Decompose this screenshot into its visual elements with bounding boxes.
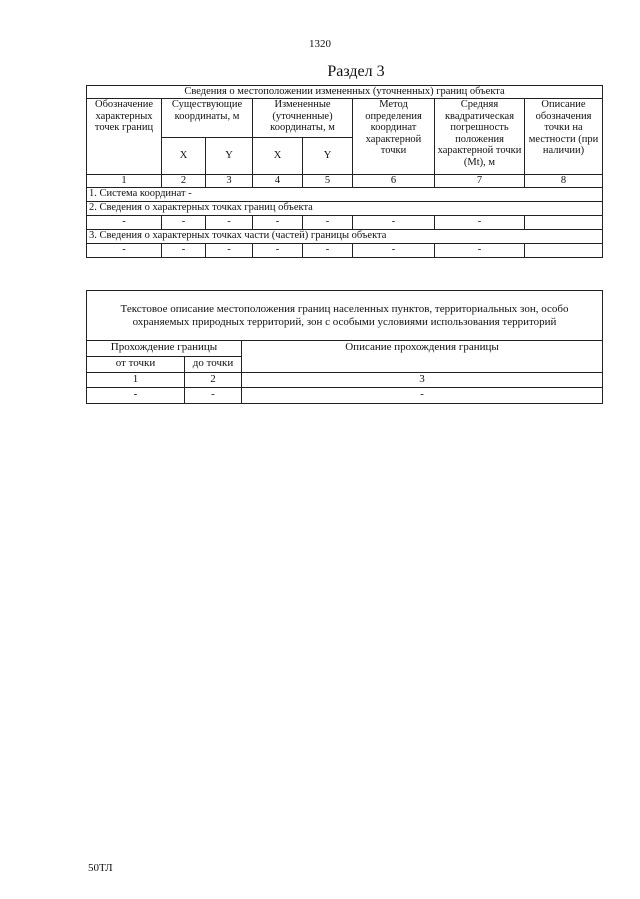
column-number: 1 bbox=[87, 175, 162, 188]
page-number: 1320 bbox=[309, 38, 331, 50]
table2-title: Текстовое описание местоположения границ населенных пунктов, территориальных зон, особо охраняемых природных территорий, зон с особыми условиями использования территорий bbox=[87, 291, 603, 341]
table-cell: - bbox=[242, 388, 603, 404]
column-number: 6 bbox=[353, 175, 435, 188]
header-description: Описание обозначения точки на местности (при наличии) bbox=[525, 99, 603, 175]
header-existing-coords: Существующие координаты, м bbox=[162, 99, 253, 138]
table-cell: - bbox=[435, 216, 525, 230]
column-number: 7 bbox=[435, 175, 525, 188]
header-passage: Прохождение границы bbox=[87, 341, 242, 357]
header-passage-description: Описание прохождения границы bbox=[242, 341, 603, 373]
table-cell: - bbox=[206, 216, 253, 230]
boundary-points-table bbox=[86, 85, 603, 258]
column-number: 8 bbox=[525, 175, 603, 188]
header-point-designation: Обозначение характерных точек границ bbox=[87, 99, 162, 175]
table-cell: - bbox=[87, 244, 162, 258]
column-number: 3 bbox=[206, 175, 253, 188]
column-number: 5 bbox=[303, 175, 353, 188]
section3-heading: 3. Сведения о характерных точках части (частей) границы объекта bbox=[87, 230, 603, 244]
section2-heading: 2. Сведения о характерных точках границ объекта bbox=[87, 202, 603, 216]
header-x-changed: X bbox=[253, 138, 303, 175]
header-error: Средняя квадратическая погрешность положения характерной точки (Mt), м bbox=[435, 99, 525, 175]
table-cell: - bbox=[162, 244, 206, 258]
column-number: 1 bbox=[87, 373, 185, 388]
column-number: 2 bbox=[185, 373, 242, 388]
table-cell bbox=[525, 216, 603, 230]
table-cell: - bbox=[253, 244, 303, 258]
header-to-point: до точки bbox=[185, 357, 242, 373]
section-title: Раздел 3 bbox=[327, 63, 385, 80]
header-method: Метод определения координат характерной точки bbox=[353, 99, 435, 175]
table-cell: - bbox=[353, 244, 435, 258]
header-y-existing: Y bbox=[206, 138, 253, 175]
column-number: 2 bbox=[162, 175, 206, 188]
table-cell: - bbox=[253, 216, 303, 230]
table-cell: - bbox=[87, 388, 185, 404]
table-cell: - bbox=[353, 216, 435, 230]
table-cell: - bbox=[185, 388, 242, 404]
table-cell bbox=[525, 244, 603, 258]
header-y-changed: Y bbox=[303, 138, 353, 175]
table-cell: - bbox=[206, 244, 253, 258]
column-number: 3 bbox=[242, 373, 603, 388]
section1-coordinate-system: 1. Система координат - bbox=[87, 188, 603, 202]
header-changed-coords: Измененные (уточненные) координаты, м bbox=[253, 99, 353, 138]
table-cell: - bbox=[303, 216, 353, 230]
table1-title: Сведения о местоположении измененных (уточненных) границ объекта bbox=[87, 86, 603, 99]
header-from-point: от точки bbox=[87, 357, 185, 373]
column-number: 4 bbox=[253, 175, 303, 188]
boundary-description-table bbox=[86, 290, 603, 404]
header-x-existing: X bbox=[162, 138, 206, 175]
footer-code: 50ТЛ bbox=[88, 862, 113, 874]
table-cell: - bbox=[303, 244, 353, 258]
table-cell: - bbox=[87, 216, 162, 230]
table-cell: - bbox=[435, 244, 525, 258]
table-cell: - bbox=[162, 216, 206, 230]
